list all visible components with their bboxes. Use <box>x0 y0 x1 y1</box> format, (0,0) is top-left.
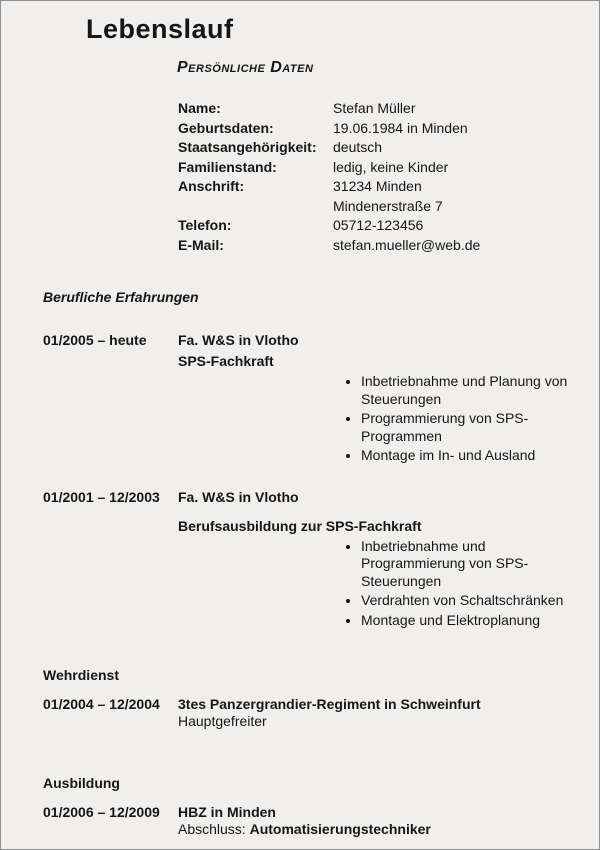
entry-period: 01/2005 – heute <box>43 332 147 348</box>
entry-period: 01/2001 – 12/2003 <box>43 488 160 505</box>
bullet-item: • Verdrahten von Schaltschränken <box>361 592 576 610</box>
field-value: 19.06.1984 in Minden <box>333 119 468 136</box>
personal-row-address <box>178 177 599 197</box>
education-section-heading: Ausbildung <box>43 775 120 791</box>
bullet-item: • Programmierung von SPS-Programmen <box>361 410 576 445</box>
experience-section-heading: Berufliche Erfahrungen <box>43 289 199 305</box>
personal-data-heading: Persönliche Daten <box>177 59 314 76</box>
experience-entry-1-bullets <box>343 373 576 465</box>
entry-title: 3tes Panzergrandier-Regiment in Schweinfurt <box>178 696 481 712</box>
experience-entry-2 <box>43 489 599 506</box>
field-label: Geburtsdaten: <box>178 119 274 136</box>
field-label: Name: <box>178 100 221 116</box>
personal-row-marital-status <box>178 158 599 178</box>
entry-period: 01/2004 – 12/2004 <box>43 696 160 712</box>
field-value: 05712-123456 <box>333 217 424 233</box>
personal-row-phone <box>178 216 599 236</box>
experience-entry-1 <box>43 332 599 349</box>
experience-entry-2-bullets <box>343 538 576 630</box>
entry-role: SPS-Fachkraft <box>178 353 274 369</box>
entry-company: Fa. W&S in Vlotho <box>178 332 299 348</box>
bullet-item: • Inbetriebnahme und Planung von Steuerungen <box>361 373 576 408</box>
field-value: stefan.mueller@web.de <box>333 236 481 253</box>
field-label: E-Mail: <box>178 236 224 253</box>
field-label: Staatsangehörigkeit: <box>178 139 317 155</box>
personal-row-nationality <box>178 138 599 158</box>
personal-row-email <box>178 236 599 256</box>
personal-row-name <box>178 99 599 119</box>
bullet-item: • Inbetriebnahme und Programmierung von SPS-Steuerungen <box>361 538 576 591</box>
entry-company: Fa. W&S in Vlotho <box>178 488 299 505</box>
field-label <box>178 197 333 217</box>
field-label: Telefon: <box>178 217 232 233</box>
field-value: Mindenerstraße 7 <box>333 197 443 214</box>
personal-row-address-line2 <box>178 197 599 217</box>
bullet-item: • Montage im In- und Ausland <box>361 447 576 465</box>
bullet-item: • Montage und Elektroplanung <box>361 612 576 630</box>
entry-role: Berufsausbildung zur SPS-Fachkraft <box>178 517 422 534</box>
entry-period: 01/2006 – 12/2009 <box>43 804 160 820</box>
page-title: Lebenslauf <box>86 14 234 44</box>
military-rank: Hauptgefreiter <box>178 713 267 729</box>
military-section-heading: Wehrdienst <box>43 667 119 683</box>
degree-value: Automatisierungstechniker <box>249 821 431 837</box>
field-value: ledig, keine Kinder <box>333 158 449 175</box>
field-value: 31234 Minden <box>333 178 422 194</box>
field-label: Anschrift: <box>178 178 245 194</box>
personal-data-table <box>1 99 599 255</box>
personal-row-birth <box>178 119 599 139</box>
degree-label: Abschluss: <box>178 821 246 837</box>
education-degree-line <box>178 821 599 838</box>
education-entry <box>43 804 599 821</box>
entry-school: HBZ in Minden <box>178 804 276 820</box>
field-label: Familienstand: <box>178 158 277 175</box>
field-value: deutsch <box>333 139 383 155</box>
field-value: Stefan Müller <box>333 100 416 116</box>
military-entry <box>43 696 599 713</box>
